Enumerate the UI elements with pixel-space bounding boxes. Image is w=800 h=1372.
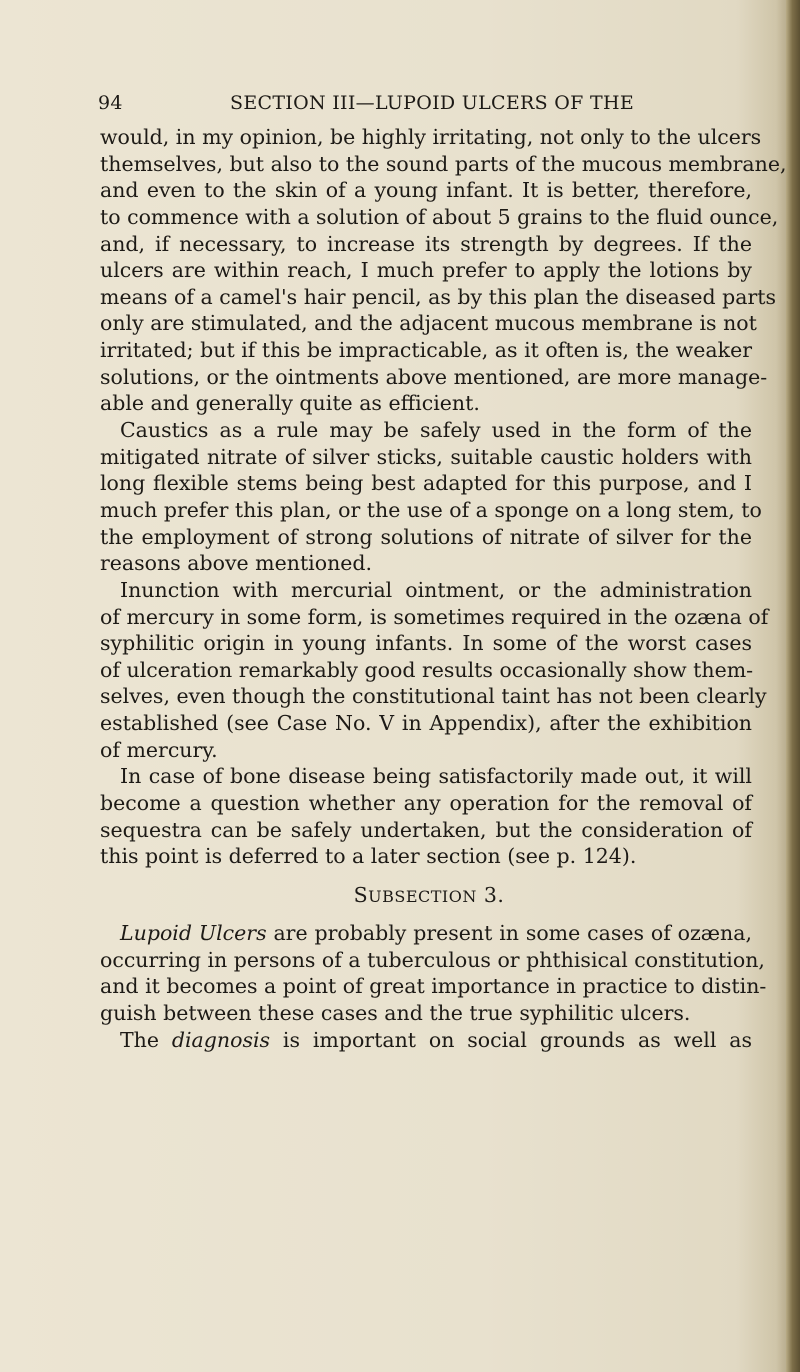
text-line: mitigated nitrate of silver sticks, suitable caustic holders with <box>100 444 752 469</box>
text-line: irritated; but if this be impracticable, as it often is, the weaker <box>100 338 752 363</box>
text-line: themselves, but also to the sound parts of the mucous membrane, <box>100 151 787 176</box>
subsection-initial: S <box>353 882 369 907</box>
text-span: are probably present in some cases of ozæna, <box>266 920 752 945</box>
paragraph-first-line: Inunction with mercurial ointment, or the administration <box>120 577 752 602</box>
text-line: established (see Case No. V in Appendix), after the exhibition <box>100 711 752 736</box>
paragraph-first-line: Caustics as a rule may be safely used in the form of the <box>120 418 752 443</box>
text-line: occurring in persons of a tuberculous or phthisical constitution, <box>100 947 765 972</box>
text-line: able and generally quite as efficient. <box>100 391 480 416</box>
text-line: and, if necessary, to increase its strength by degrees. If the <box>100 231 752 256</box>
text-line: the employment of strong solutions of nitrate of silver for the <box>100 524 752 549</box>
page-edge-shadow <box>786 0 800 1372</box>
text-line: only are stimulated, and the adjacent mucous membrane is not <box>100 311 757 336</box>
text-line: would, in my opinion, be highly irritating, not only to the ulcers <box>100 125 762 149</box>
italic-term: diagnosis <box>171 1027 271 1052</box>
text-line: of mercury in some form, is sometimes required in the ozæna of <box>100 604 769 629</box>
subsection-heading <box>100 870 752 920</box>
text-line: ulcers are within reach, I much prefer to apply the lotions by <box>100 258 752 283</box>
subsection-word: UBSECTION <box>368 886 477 906</box>
running-header <box>98 92 728 122</box>
text-line: solutions, or the ointments above mentioned, are more manage- <box>100 364 768 389</box>
italic-term: Lupoid Ulcers <box>120 920 267 945</box>
text-line: means of a camel's hair pencil, as by this plan the diseased parts <box>100 284 777 309</box>
text-line: syphilitic origin in young infants. In some of the worst cases <box>100 631 752 656</box>
text-line: selves, even though the constitutional taint has not been clearly <box>100 684 767 709</box>
body-text <box>100 124 787 1053</box>
text-line: to commence with a solution of about 5 grains to the fluid ounce, <box>100 204 779 229</box>
text-line: this point is deferred to a later section (see p. 124). <box>100 844 637 869</box>
text-line: much prefer this plan, or the use of a sponge on a long stem, to <box>100 497 762 522</box>
text-line: of mercury. <box>100 737 218 762</box>
text-line: guish between these cases and the true syphilitic ulcers. <box>100 1000 691 1025</box>
text-line: and it becomes a point of great importance in practice to distin- <box>100 974 767 999</box>
text-line: of ulceration remarkably good results occasionally show them- <box>100 657 754 682</box>
text-line: reasons above mentioned. <box>100 551 373 576</box>
subsection-number: 3. <box>476 882 505 907</box>
text-line: become a question whether any operation for the removal of <box>100 791 752 816</box>
paragraph-first-line <box>100 920 752 947</box>
paragraph-first-line <box>100 1027 752 1054</box>
text-line: sequestra can be safely undertaken, but the consideration of <box>100 817 752 842</box>
running-title: SECTION III—LUPOID ULCERS OF THE <box>230 92 634 114</box>
text-span: is important on social grounds as well as <box>270 1027 752 1052</box>
text-line: and even to the skin of a young infant. It is better, therefore, <box>100 178 752 203</box>
text-line: long flexible stems being best adapted for this purpose, and I <box>100 471 752 496</box>
page-number: 94 <box>98 92 123 114</box>
text-span: The <box>120 1027 172 1052</box>
paragraph-first-line: In case of bone disease being satisfactorily made out, it will <box>120 764 752 789</box>
